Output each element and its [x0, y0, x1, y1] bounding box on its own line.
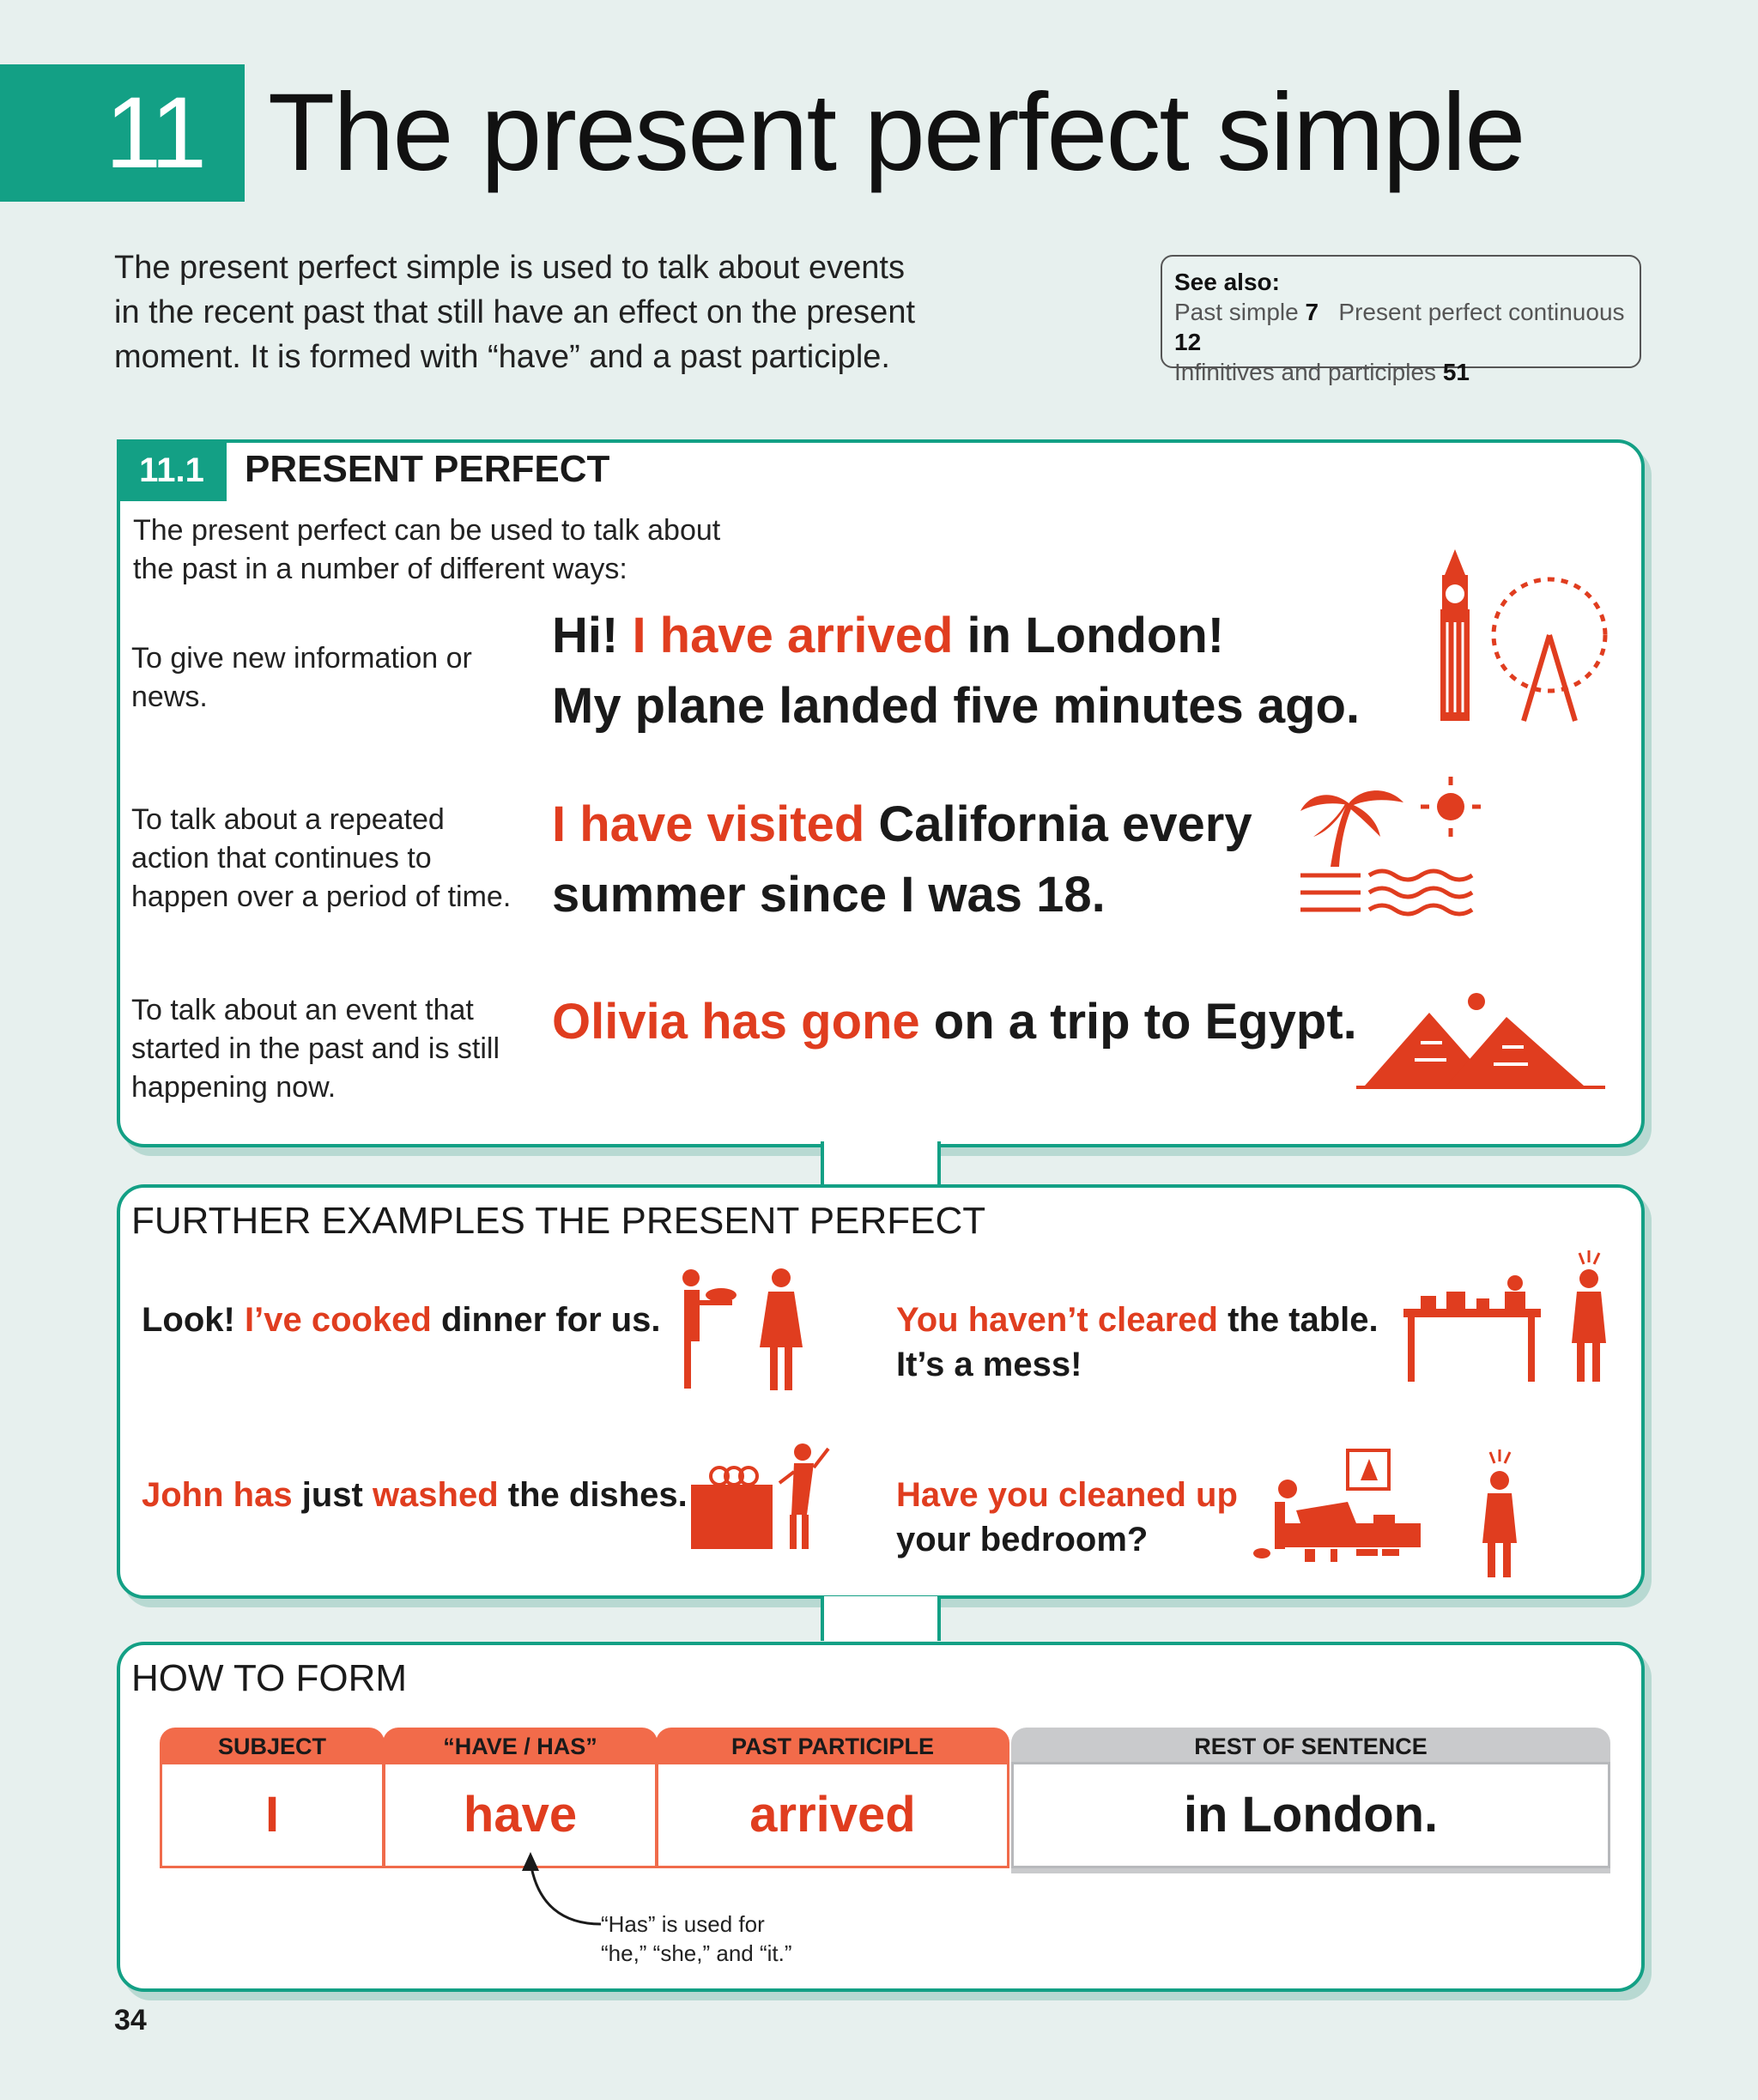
see-also-line-2	[1174, 357, 1628, 387]
panel-connector	[821, 1596, 941, 1641]
example-sentence: You haven’t cleared the table. It’s a mess!	[896, 1301, 1379, 1383]
example-sentence: I have visited California every summer since I was 18.	[552, 796, 1252, 923]
rest-of-sentence-piece: in London.	[1011, 1762, 1610, 1868]
messy-table-icon	[1395, 1249, 1618, 1386]
have-has-piece-label: “HAVE / HAS”	[383, 1728, 658, 1765]
subject-piece: I	[160, 1762, 385, 1868]
section-number: 11.1	[117, 439, 227, 501]
chapter-number: 11	[0, 64, 245, 202]
further-examples-heading: FURTHER EXAMPLES THE PRESENT PERFECT	[131, 1200, 986, 1242]
rest-of-sentence-piece-label: REST OF SENTENCE	[1011, 1728, 1610, 1765]
use-description: To talk about an event that started in the past and is still happening now.	[131, 994, 500, 1104]
messy-bedroom-icon	[1253, 1442, 1614, 1579]
see-also-line-1	[1174, 297, 1628, 357]
example-sentence: John has just washed the dishes.	[142, 1476, 688, 1514]
use-description: To talk about a repeated action that continues to happen over a period of time.	[131, 803, 512, 913]
pyramids-icon	[1356, 983, 1605, 1090]
panel-connector	[821, 1141, 941, 1186]
see-also-link[interactable]: Infinitives and participles 51	[1174, 359, 1470, 385]
have-piece: have	[383, 1762, 658, 1868]
cooking-people-icon	[674, 1266, 811, 1395]
past-participle-piece: arrived	[656, 1762, 1009, 1868]
has-usage-note: “Has” is used for “he,” “she,” and “it.”	[601, 1911, 792, 1966]
see-also-link[interactable]: Present perfect continuous 12	[1174, 299, 1625, 355]
how-to-form-heading: HOW TO FORM	[131, 1657, 408, 1699]
example-sentence: Look! I’ve cooked dinner for us.	[142, 1301, 661, 1339]
example-sentence: Olivia has gone on a trip to Egypt.	[552, 994, 1357, 1050]
beach-palm-icon	[1296, 772, 1502, 935]
note-arrow-icon	[512, 1845, 606, 1931]
see-also-heading: See also:	[1174, 269, 1280, 295]
use-description: To give new information or news.	[131, 642, 472, 713]
see-also-box	[1161, 255, 1641, 385]
london-landmarks-icon	[1434, 541, 1614, 729]
past-participle-piece-label: PAST PARTICIPLE	[656, 1728, 1009, 1765]
section-title: PRESENT PERFECT	[245, 448, 610, 490]
dishwashing-icon	[687, 1442, 833, 1553]
page-number: 34	[114, 2004, 147, 2036]
see-also-link[interactable]: Past simple 7	[1174, 299, 1319, 325]
example-sentence: Hi! I have arrived in London! My plane landed five minutes ago.	[552, 608, 1361, 734]
subject-piece-label: SUBJECT	[160, 1728, 385, 1765]
example-sentence: Have you cleaned up your bedroom?	[896, 1476, 1238, 1558]
section-intro: The present perfect can be used to talk about the past in a number of different ways:	[133, 514, 721, 585]
intro-paragraph: The present perfect simple is used to talk about events in the recent past that still have an effect on the present moment. It is formed with “have” and a past participle.	[114, 250, 916, 375]
page-title: The present perfect simple	[268, 71, 1525, 194]
